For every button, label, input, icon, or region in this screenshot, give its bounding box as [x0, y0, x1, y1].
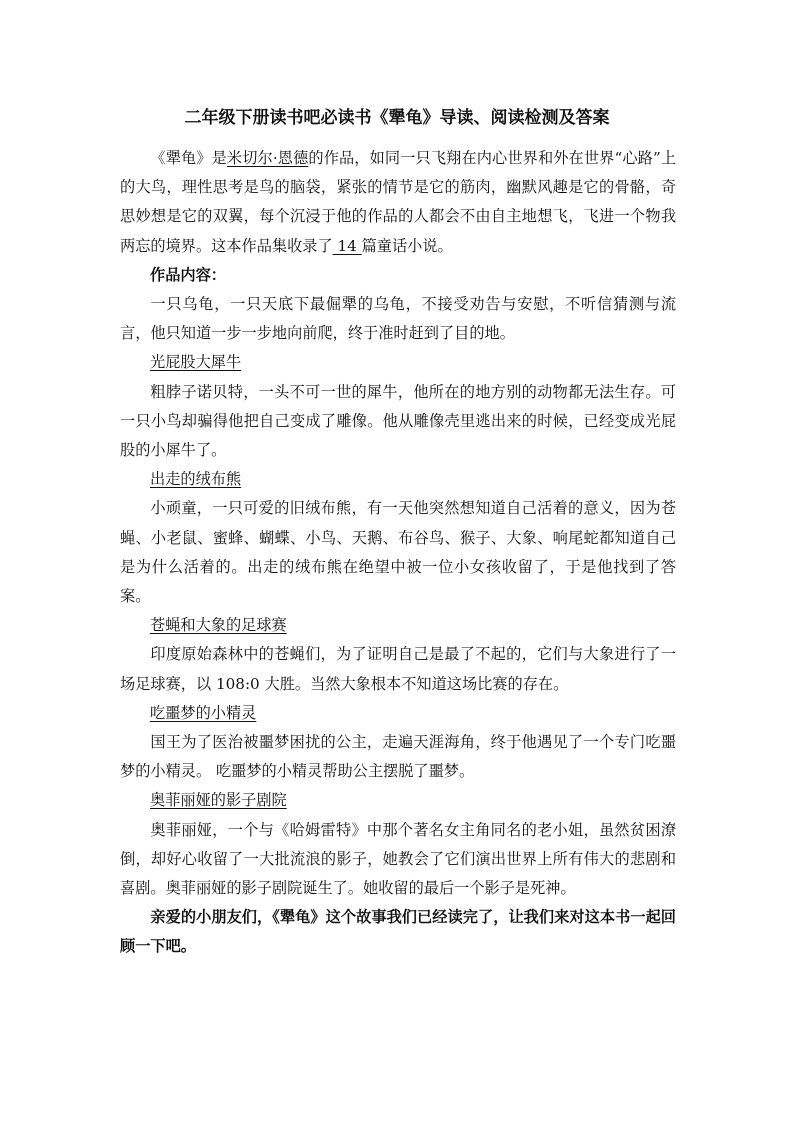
author-name: 米切尔·恩德 — [226, 149, 309, 167]
document-title: 二年级下册读书吧必读书《犟龟》导读、阅读检测及答案 — [184, 108, 610, 128]
closing-paragraph: 亲爱的小朋友们，《犟龟》这个故事我们已经读完了，让我们来对这本书一起回顾一下吧。 — [120, 908, 676, 956]
story-title-6 — [120, 786, 676, 815]
story-summary-2: 粗脖子诺贝特，一头不可一世的犀牛，他所在的地方别的动物都无法生存。可一只小鸟却骗得他把自己变成了雕像。他从雕像壳里逃出来的时候，已经变成光屁股的小犀牛了。 — [120, 382, 676, 460]
story-title-2 — [120, 348, 676, 377]
story-title-6-text: 奥菲丽娅的影子剧院 — [150, 791, 287, 810]
story-summary-1: 一只乌龟，一只天底下最倔犟的乌龟，不接受劝告与安慰，不听信猜测与流言，他只知道一步一步地向前爬，终于准时赶到了目的地。 — [120, 295, 676, 343]
story-title-2-text: 光屁股大犀牛 — [150, 353, 242, 372]
section-heading: 作品内容： — [150, 265, 226, 284]
story-count: 14 — [332, 236, 362, 255]
story-title-5-text: 吃噩梦的小精灵 — [150, 703, 257, 722]
story-summary-5: 国王为了医治被噩梦困扰的公主，走遍天涯海角，终于他遇见了一个专门吃噩梦的小精灵。 吃噩梦的小精灵帮助公主摆脱了噩梦。 — [120, 733, 676, 781]
document-body — [120, 144, 676, 962]
intro-text-2: 的作品，如同一只飞翔在内心世界和外在世界“心路”上的大鸟，理性思考是鸟的脑袋，紧张的情节是它的筋肉，幽默风趣是它的骨骼，奇思妙想是它的双翼，每个沉浸于他的作品的人都会不由自主地想飞，飞进一个物我两忘的境界。这本作品集收录了 — [120, 149, 677, 255]
story-title-5 — [120, 699, 676, 728]
story-title-3-text: 出走的绒布熊 — [150, 470, 242, 489]
intro-paragraph — [120, 144, 676, 261]
story-title-4 — [120, 611, 676, 640]
story-title-3 — [120, 465, 676, 494]
story-summary-3: 小顽童，一只可爱的旧绒布熊，有一天他突然想知道自己活着的意义，因为苍蝇、小老鼠、蜜蜂、蝴蝶、小鸟、天鹅、布谷鸟、猴子、大象、响尾蛇都知道自己是为什么活着的。出走的绒布熊在绝望中被一位小女孩收留了，于是他找到了答案。 — [120, 499, 676, 606]
intro-text-3: 篇童话小说。 — [361, 236, 453, 255]
story-summary-6: 奥菲丽娅，一个与《哈姆雷特》中那个著名女主角同名的老小姐，虽然贫困潦倒，却好心收留了一大批流浪的影子，她教会了它们演出世界上所有伟大的悲剧和喜剧。奥菲丽娅的影子剧院诞生了。她收留的最后一个影子是死神。 — [120, 820, 676, 898]
story-summary-4: 印度原始森林中的苍蝇们，为了证明自己是最了不起的，它们与大象进行了一场足球赛，以 108:0 大胜。当然大象根本不知道这场比赛的存在。 — [120, 645, 676, 693]
intro-text-1: 《犟龟》是 — [150, 149, 227, 167]
story-title-4-text: 苍蝇和大象的足球赛 — [150, 616, 287, 635]
